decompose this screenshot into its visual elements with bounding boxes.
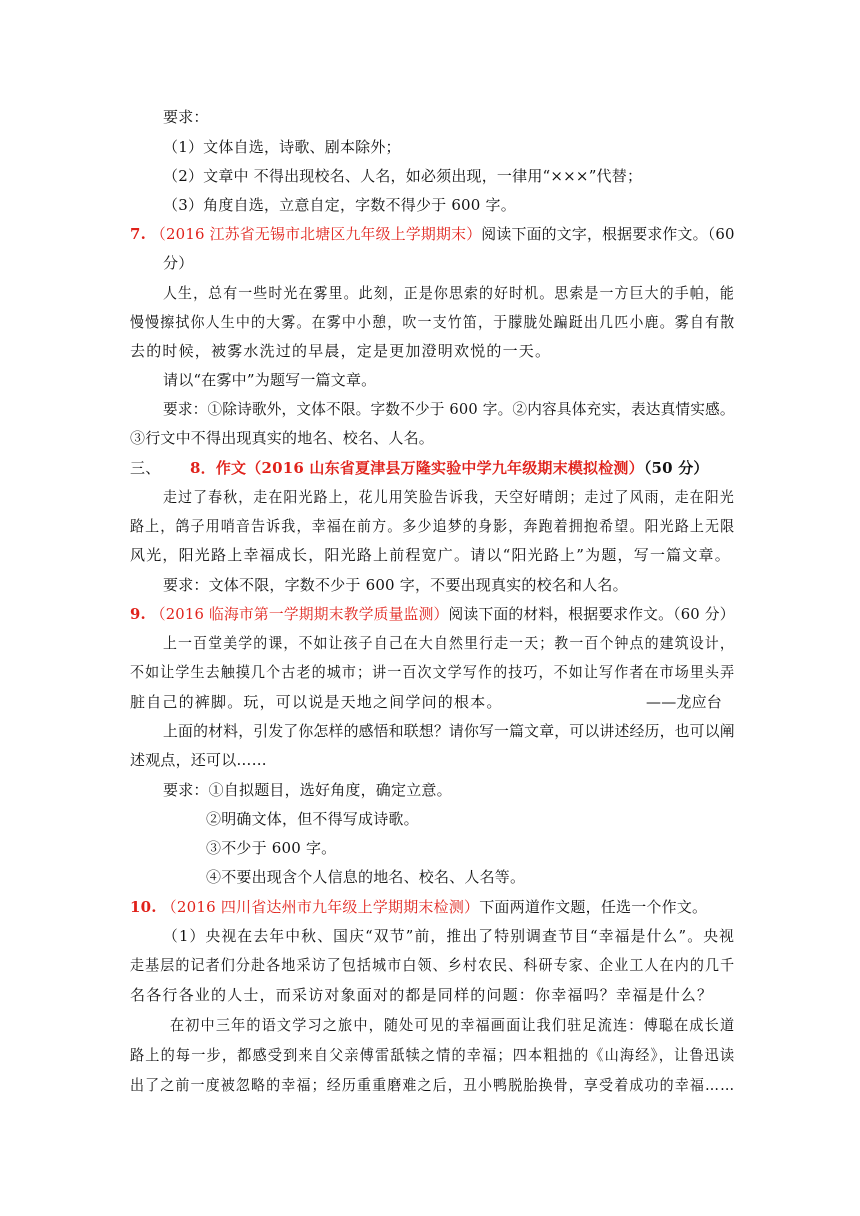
q7-passage-line-2: 慢慢擦拭你人生中的大雾。在雾中小憩，吹一支竹笛，于朦胧处蹁跹出几匹小鹿。雾自有散 [130,313,736,331]
q9-requirement-1: 要求：①自拟题目，选好角度，确定立意。 [163,781,452,799]
q6-requirement-1: （1）文体自选，诗歌、剧本除外； [163,138,401,156]
q8-section-label: 三、 [130,459,161,477]
q8-score: （50 分） [643,459,709,477]
q10-part1-line-3: 名各行各业的人士，而采访对象面对的都是同样的问题：你幸福吗？幸福是什么？ [130,986,714,1004]
q9-passage-line-3: 脏自己的裤脚。玩，可以说是天地之间学问的根本。 [130,693,503,711]
q9-task-b: 述观点，还可以…… [130,751,267,769]
q7-requirement-b: ③行文中不得出现真实的地名、校名、人名。 [130,429,435,447]
q10-heading [130,897,707,917]
q8-number: 8．作文 [190,459,247,477]
q9-passage-line-2: 不如让学生去触摸几个古老的城市；讲一百次文学写作的技巧，不如让写作者在市场里头弄 [130,663,736,681]
q6-requirement-2: （2）文章中 不得出现校名、人名，如必须出现，一律用“×××”代替； [163,167,643,185]
q9-attribution: ——龙应台 [646,693,723,711]
q9-source: （2016 临海市第一学期期末教学质量监测） [150,605,449,623]
q6-requirements-title: 要求： [163,108,209,126]
q9-prompt: 阅读下面的材料，根据要求作文。（60 分） [448,605,735,623]
q8-passage-line-2: 路上，鸽子用哨音告诉我，幸福在前方。多少追梦的身影，奔跑着拥抱希望。阳光路上无限 [130,517,736,535]
q10-part2-line-3: 出了之前一度被忽略的幸福；经历重重磨难之后，丑小鸭脱胎换骨，享受着成功的幸福…… [130,1076,736,1094]
q7-prompt-cont: 分） [163,254,194,272]
q9-passage-line-1: 上一百堂美学的课，不如让孩子自己在大自然里行走一天；教一百个钟点的建筑设计， [163,634,735,652]
q9-requirement-3: ③不少于 600 字。 [206,839,337,857]
q8-passage-line-1: 走过了春秋，走在阳光路上，花儿用笑脸告诉我，天空好晴朗；走过了风雨，走在阳光 [163,488,735,506]
q7-task: 请以“在雾中”为题写一篇文章。 [163,371,377,389]
q7-number: 7. [130,225,146,243]
q7-passage-line-3: 去的时候，被雾水洗过的早晨，定是更加澄明欢悦的一天。 [130,342,552,360]
q10-part2-line-1: 在初中三年的语文学习之旅中，随处可见的幸福画面让我们驻足流连：傅聪在成长道 [170,1016,736,1034]
q7-passage-line-1: 人生，总有一些时光在雾里。此刻，正是你思索的好时机。思索是一方巨大的手帕，能 [163,284,735,302]
q10-number: 10. [130,898,157,916]
q8-heading [190,458,709,478]
q7-source: （2016 江苏省无锡市北塘区九年级上学期期末） [150,225,482,243]
q9-number: 9. [130,605,146,623]
q8-source: （2016 山东省夏津县万隆实验中学九年级期末模拟检测） [246,459,644,477]
q10-part1-line-1: （1）央视在去年中秋、国庆“双节”前，推出了特别调查节目“幸福是什么”。央视 [163,927,736,945]
q9-requirement-4: ④不要出现含个人信息的地名、校名、人名等。 [206,868,526,886]
q9-requirement-2: ②明确文体，但不得写成诗歌。 [206,810,419,828]
q10-prompt: 下面两道作文题，任选一个作文。 [479,898,708,916]
q10-part1-line-2: 走基层的记者们分赴各地采访了包括城市白领、乡村农民、科研专家、企业工人在内的几千 [130,956,736,974]
q9-heading [130,604,735,624]
q9-task-a: 上面的材料，引发了你怎样的感悟和联想？请你写一篇文章，可以讲述经历，也可以阐 [163,722,735,740]
q7-prompt: 阅读下面的文字，根据要求作文。（60 [481,225,735,243]
q8-requirement: 要求：文体不限，字数不少于 600 字，不要出现真实的校名和人名。 [163,576,628,594]
q10-source: （2016 四川省达州市九年级上学期期末检测） [161,898,480,916]
q6-requirement-3: （3）角度自选，立意自定，字数不得少于 600 字。 [163,196,516,214]
q10-part2-line-2: 路上的每一步，都感受到来自父亲傅雷舐犊之情的幸福；四本粗拙的《山海经》，让鲁迅读 [130,1046,736,1064]
q7-heading [130,224,735,244]
q7-requirement-a: 要求：①除诗歌外，文体不限。字数不少于 600 字。②内容具体充实，表达真情实感。 [163,400,735,418]
q8-passage-line-3: 风光，阳光路上幸福成长，阳光路上前程宽广。请以“阳光路上”为题，写一篇文章。 [130,546,731,564]
